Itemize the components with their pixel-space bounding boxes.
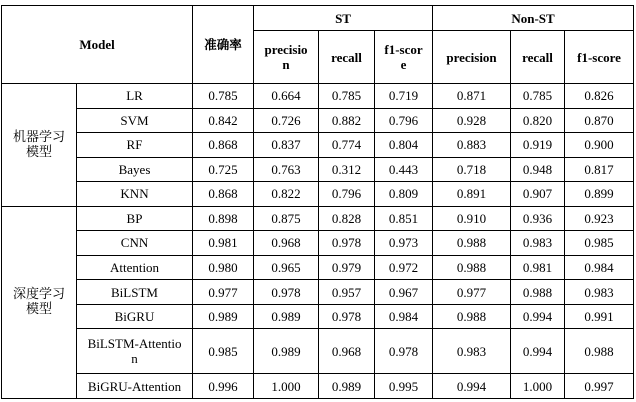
table-row [2,231,634,256]
non-st-precision-cell: 0.988 [433,304,511,329]
st-recall-cell: 0.989 [319,374,375,399]
model-name-cell: BiGRU [77,304,193,329]
model-name-cell: CNN [77,231,193,256]
st-f1-cell: 0.973 [375,231,433,256]
table-row [2,304,634,329]
non-st-recall-cell: 0.988 [511,280,565,305]
accuracy-cell: 0.898 [193,206,254,231]
st-recall-cell: 0.978 [319,304,375,329]
table-row [2,84,634,109]
non-st-recall-cell: 0.919 [511,133,565,158]
st-recall-cell: 0.828 [319,206,375,231]
st-precision-cell: 0.664 [254,84,319,109]
table-row [2,133,634,158]
st-f1-cell: 0.804 [375,133,433,158]
non-st-recall-cell: 0.994 [511,304,565,329]
non-st-f1-cell: 0.900 [565,133,634,158]
non-st-precision-cell: 0.983 [433,329,511,374]
st-recall-cell: 0.785 [319,84,375,109]
st-precision-cell: 0.822 [254,182,319,207]
non-st-recall-cell: 0.981 [511,255,565,280]
accuracy-cell: 0.989 [193,304,254,329]
st-recall-cell: 0.774 [319,133,375,158]
st-precision-cell: 0.978 [254,280,319,305]
accuracy-cell: 0.725 [193,157,254,182]
st-recall-cell: 0.978 [319,231,375,256]
non-st-f1-cell: 0.985 [565,231,634,256]
st-precision-header: precisio n [254,31,319,84]
model-name-cell: SVM [77,108,193,133]
non-st-f1-cell: 0.983 [565,280,634,305]
non-st-precision-cell: 0.994 [433,374,511,399]
non-st-recall-cell: 0.994 [511,329,565,374]
group-label: 深度学习 模型 [2,206,77,398]
table-row [2,108,634,133]
model-name-cell: Attention [77,255,193,280]
non-st-f1-cell: 0.817 [565,157,634,182]
st-f1-cell: 0.967 [375,280,433,305]
st-f1-cell: 0.972 [375,255,433,280]
table-row [2,157,634,182]
non-st-recall-cell: 0.907 [511,182,565,207]
non-st-recall-cell: 0.983 [511,231,565,256]
non-st-f1-header: f1-score [565,31,634,84]
non-st-precision-cell: 0.718 [433,157,511,182]
st-recall-cell: 0.882 [319,108,375,133]
table-row [2,206,634,231]
st-precision-cell: 0.763 [254,157,319,182]
st-f1-cell: 0.984 [375,304,433,329]
accuracy-cell: 0.981 [193,231,254,256]
model-name-cell: BiLSTM [77,280,193,305]
non-st-precision-cell: 0.988 [433,231,511,256]
non-st-f1-cell: 0.997 [565,374,634,399]
model-name-cell: BiGRU-Attention [77,374,193,399]
non-st-f1-cell: 0.984 [565,255,634,280]
non-st-precision-cell: 0.928 [433,108,511,133]
non-st-precision-cell: 0.910 [433,206,511,231]
non-st-recall-cell: 0.785 [511,84,565,109]
non-st-precision-cell: 0.977 [433,280,511,305]
accuracy-header: 准确率 [193,6,254,84]
model-name-cell: KNN [77,182,193,207]
non-st-f1-cell: 0.991 [565,304,634,329]
accuracy-cell: 0.842 [193,108,254,133]
model-header: Model [2,6,193,84]
model-name-cell: BiLSTM-Attentio n [77,329,193,374]
accuracy-cell: 0.977 [193,280,254,305]
accuracy-cell: 0.785 [193,84,254,109]
non-st-precision-cell: 0.871 [433,84,511,109]
table-body [2,84,634,399]
st-recall-cell: 0.957 [319,280,375,305]
st-recall-cell: 0.979 [319,255,375,280]
st-precision-cell: 0.968 [254,231,319,256]
non-st-f1-cell: 0.988 [565,329,634,374]
non-st-recall-header: recall [511,31,565,84]
accuracy-cell: 0.868 [193,133,254,158]
model-name-cell: Bayes [77,157,193,182]
st-recall-cell: 0.968 [319,329,375,374]
st-f1-cell: 0.995 [375,374,433,399]
group-label: 机器学习 模型 [2,84,77,207]
st-recall-cell: 0.312 [319,157,375,182]
st-precision-cell: 0.875 [254,206,319,231]
st-f1-cell: 0.851 [375,206,433,231]
table-row [2,374,634,399]
results-table [1,5,634,399]
table-row [2,255,634,280]
st-precision-cell: 0.837 [254,133,319,158]
non-st-recall-cell: 1.000 [511,374,565,399]
st-precision-cell: 0.989 [254,329,319,374]
st-f1-cell: 0.809 [375,182,433,207]
st-header: ST [254,6,433,31]
st-f1-cell: 0.443 [375,157,433,182]
accuracy-cell: 0.980 [193,255,254,280]
accuracy-cell: 0.985 [193,329,254,374]
table-row [2,182,634,207]
non-st-precision-header: precision [433,31,511,84]
accuracy-cell: 0.996 [193,374,254,399]
model-name-cell: LR [77,84,193,109]
non-st-header: Non-ST [433,6,634,31]
non-st-f1-cell: 0.923 [565,206,634,231]
table-row [2,280,634,305]
st-precision-cell: 0.989 [254,304,319,329]
non-st-f1-cell: 0.899 [565,182,634,207]
st-precision-cell: 0.965 [254,255,319,280]
st-f1-cell: 0.719 [375,84,433,109]
non-st-f1-cell: 0.870 [565,108,634,133]
table-row [2,329,634,374]
non-st-recall-cell: 0.936 [511,206,565,231]
st-recall-header: recall [319,31,375,84]
non-st-recall-cell: 0.820 [511,108,565,133]
accuracy-cell: 0.868 [193,182,254,207]
non-st-precision-cell: 0.891 [433,182,511,207]
st-f1-cell: 0.796 [375,108,433,133]
st-recall-cell: 0.796 [319,182,375,207]
header-row-1 [2,6,634,31]
st-precision-cell: 1.000 [254,374,319,399]
st-f1-cell: 0.978 [375,329,433,374]
non-st-recall-cell: 0.948 [511,157,565,182]
st-precision-cell: 0.726 [254,108,319,133]
non-st-f1-cell: 0.826 [565,84,634,109]
model-name-cell: RF [77,133,193,158]
non-st-precision-cell: 0.883 [433,133,511,158]
st-f1-header: f1-scor e [375,31,433,84]
non-st-precision-cell: 0.988 [433,255,511,280]
model-name-cell: BP [77,206,193,231]
